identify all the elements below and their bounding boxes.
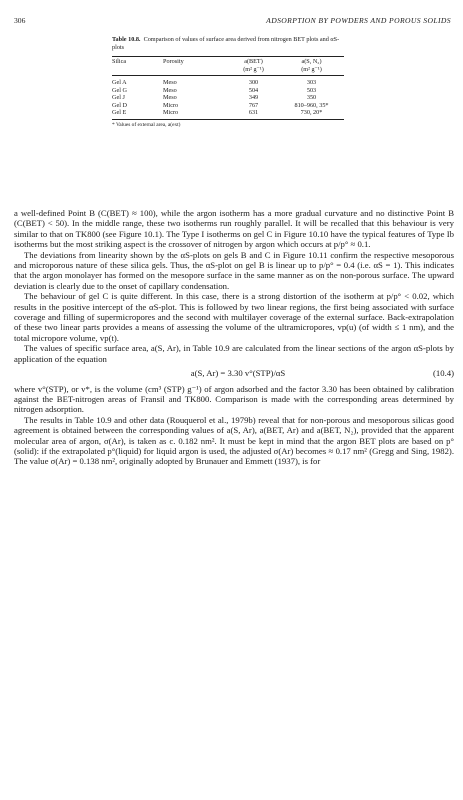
table-cell: Micro: [163, 109, 228, 119]
table-cell: Meso: [163, 79, 177, 86]
table-header-row: [112, 57, 344, 76]
paragraph: The deviations from linearity shown by the αS-plots on gels B and C in Figure 10.11 confirm the respective mesoporous and microporous nature of these silica gels. Thus, the αS-plot on gel B is linear up to p/p° = 0.4 (i.e. αS = 1). This indicates that the argon monolayer has formed on the mesopore surface in the same manner as on the non-porous surface. The upward deviation is clearly due to the onset of capillary condensation.: [14, 249, 454, 291]
paragraph: The results in Table 10.9 and other data (Rouquerol et al., 1979b) reveal that for non-porous and mesoporous silicas good agreement is obtained between the corresponding values of a(S, Ar), a(BET, Ar) and a(BET, N₂), provided that the apparent molecular area of argon, σ(Ar), is taken as c. 0.182 nm². It must be kept in mind that the argon BET plots are based on p°(solid): if the extrapolated p°(liquid) for liquid argon is used, the adjusted σ(Ar) becomes ≈ 0.17 nm² (Gregg and Sing, 1982). The value σ(Ar) = 0.138 nm², originally adopted by Brunauer and Emmett (1937), is for: [14, 414, 454, 467]
table-cell: Gel D: [112, 101, 127, 109]
table-cell: 503: [306, 86, 317, 94]
equation-number: (10.4): [433, 368, 454, 379]
table-cell: Gel G: [112, 86, 127, 94]
equation-expression: a(S, Ar) = 3.30 v°(STP)/αS: [190, 368, 286, 379]
table-cell: 303: [306, 79, 317, 86]
body-text: [14, 208, 454, 467]
table-cell: 730, 20*: [279, 109, 344, 119]
table-cell: 350: [306, 94, 317, 101]
column-header: Porosity: [163, 57, 228, 76]
page-number: 306: [14, 16, 26, 25]
table-caption: [112, 36, 344, 52]
page-header: [14, 16, 451, 25]
table-cell: 767: [248, 101, 259, 109]
table-cell: Gel E: [112, 109, 163, 119]
equation-10-4: [14, 368, 454, 378]
table-row: [112, 87, 344, 95]
table-row: [112, 94, 344, 102]
paragraph: a well-defined Point B (C(BET) ≈ 100), while the argon isotherm has a more gradual curvature and no distinctive Point B (C(BET) < 50). In the middle range, these two isotherms run roughly parallel. It will be recalled that this behaviour is very similar to that on TK800 (see Figure 10.1). The Type I isotherms on gel C in Figure 10.10 have the typical features of Type Ib isotherms but the most striking aspect is the crossover of nitrogen by argon which occurs at p/p° ≈ 0.1.: [14, 208, 454, 250]
table-cell: 300: [248, 79, 259, 86]
table-row: [112, 102, 344, 110]
column-header: a(S, N₂) (m² g⁻¹): [279, 57, 344, 76]
table-cell: Micro: [163, 101, 179, 109]
paragraph: where v°(STP), or v*, is the volume (cm³ (STP) g⁻¹) of argon adsorbed and the factor 3.30 has been obtained by calibration against the BET-nitrogen areas of Fransil and TK800. Comparison is made with the corresponding areas determined by nitrogen adsorption.: [14, 383, 454, 415]
table-cell: Gel J: [112, 94, 125, 101]
table-caption-text: Comparison of values of surface area derived from nitrogen BET plots and αS-plots: [112, 36, 340, 51]
table-cell: 631: [228, 109, 279, 119]
table-10-8: [112, 36, 344, 128]
table-row: [112, 109, 344, 119]
column-header: Silica: [112, 57, 163, 76]
table-cell: 504: [248, 86, 259, 94]
data-table: [112, 56, 344, 120]
paragraph: The values of specific surface area, a(S, Ar), in Table 10.9 are calculated from the linear sections of the argon αS-plots by application of the equation: [14, 343, 454, 364]
column-header: a(BET) (m² g⁻¹): [228, 57, 279, 76]
table-cell: 349: [248, 94, 259, 101]
table-cell: Meso: [163, 94, 177, 101]
table-label: Table 10.8.: [112, 36, 141, 43]
table-cell: 810–960, 35*: [294, 101, 329, 109]
table-row: [112, 76, 344, 87]
table-cell: Meso: [163, 86, 177, 94]
running-title: ADSORPTION BY POWDERS AND POROUS SOLIDS: [266, 16, 451, 25]
paragraph: The behaviour of gel C is quite different. In this case, there is a strong distortion of the isotherm at p/p° < 0.02, which results in the positive intercept of the αS-plot. This is followed by two linear regions, the first being associated with surface coverage and filling of supermicropores and the second with multilayer coverage of the external surface. Back-extrapolation of these two linear parts provides a means of assessing the volume of the ultramicropores, vp(u) (of width ≤ 1 nm), and the total micropore volume, vp(t).: [14, 291, 454, 343]
table-cell: Gel A: [112, 79, 127, 86]
table-footnote: * Values of external area, a(ext): [112, 121, 181, 128]
